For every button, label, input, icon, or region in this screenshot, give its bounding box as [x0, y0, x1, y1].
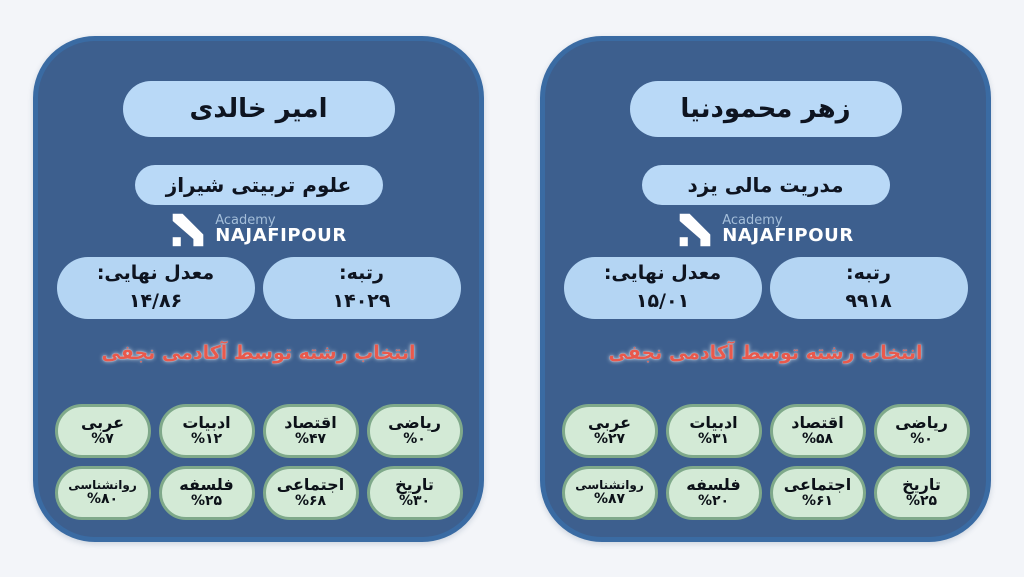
selection-note: انتخاب رشته توسط آکادمی نجفی — [101, 342, 416, 364]
subject-name: روانشناسی — [68, 477, 137, 492]
subject-pill-history — [874, 466, 970, 520]
student-name-pill — [123, 81, 395, 137]
subject-pill-math — [874, 404, 970, 458]
logo-academy-text: Academy — [722, 212, 783, 228]
subject-score: %۰ — [910, 431, 933, 448]
selection-note: انتخاب رشته توسط آکادمی نجفی — [608, 342, 923, 364]
gpa-label: معدل نهایی: — [96, 262, 215, 285]
subject-name: روانشناسی — [575, 477, 644, 492]
subject-pill-literature — [666, 404, 762, 458]
gpa-label: معدل نهایی: — [603, 262, 722, 285]
logo-academy-text: Academy — [215, 212, 276, 228]
logo-wordmark — [722, 214, 854, 247]
subject-scores-grid — [55, 404, 463, 520]
subject-name: تاریخ — [395, 474, 434, 494]
subject-scores-grid — [562, 404, 970, 520]
subject-score: %۵۸ — [801, 431, 834, 448]
student-name: زهر محمودنیا — [680, 94, 851, 124]
subject-pill-philosophy — [666, 466, 762, 520]
student-card-2 — [540, 36, 991, 542]
subject-score: %۷ — [91, 431, 114, 448]
subject-score: %۳۰ — [398, 493, 431, 510]
rank-pill — [770, 257, 968, 319]
academy-logo — [170, 208, 347, 252]
logo-brand-text: NAJAFIPOUR — [215, 225, 347, 247]
academy-logo — [677, 208, 854, 252]
subject-pill-economics — [770, 404, 866, 458]
subject-pill-social — [770, 466, 866, 520]
student-name: امیر خالدی — [189, 94, 328, 124]
subject-name: فلسفه — [686, 474, 741, 494]
student-card-1 — [33, 36, 484, 542]
subject-pill-math — [367, 404, 463, 458]
subject-pill-arabic — [562, 404, 658, 458]
subject-score: %۲۵ — [190, 493, 223, 510]
subject-pill-arabic — [55, 404, 151, 458]
subject-score: %۱۲ — [190, 431, 223, 448]
subject-pill-psychology — [562, 466, 658, 520]
student-name-pill — [630, 81, 902, 137]
subject-score: %۴۷ — [294, 431, 327, 448]
najafipour-n-icon — [170, 212, 206, 248]
subject-name: ادبیات — [689, 412, 738, 432]
subject-score: %۶۱ — [801, 493, 834, 510]
subject-name: ریاضی — [895, 412, 948, 432]
major-pill — [135, 165, 383, 205]
subject-pill-literature — [159, 404, 255, 458]
subject-score: %۲۵ — [905, 493, 938, 510]
subject-name: فلسفه — [179, 474, 234, 494]
rank-value: ۱۴۰۲۹ — [332, 290, 391, 312]
subject-name: عربی — [80, 412, 125, 432]
subject-name: ادبیات — [182, 412, 231, 432]
subject-pill-philosophy — [159, 466, 255, 520]
subject-pill-psychology — [55, 466, 151, 520]
rank-label: رتبه: — [846, 262, 891, 285]
subject-score: %۳۱ — [697, 431, 730, 448]
stats-row — [564, 257, 968, 319]
subject-name: اجتماعی — [276, 474, 345, 494]
logo-brand-text: NAJAFIPOUR — [722, 225, 854, 247]
major-pill — [642, 165, 890, 205]
subject-score: %۸۷ — [593, 491, 626, 508]
subject-score: %۲۷ — [593, 431, 626, 448]
stats-row — [57, 257, 461, 319]
gpa-value: ۱۵/۰۱ — [635, 290, 690, 312]
major-label: مدریت مالی یزد — [687, 173, 844, 197]
rank-value: ۹۹۱۸ — [845, 290, 892, 312]
subject-name: عربی — [587, 412, 632, 432]
logo-wordmark — [215, 214, 347, 247]
gpa-value: ۱۴/۸۶ — [128, 290, 183, 312]
subject-score: %۸۰ — [86, 491, 119, 508]
gpa-pill — [57, 257, 255, 319]
subject-name: ریاضی — [388, 412, 441, 432]
rank-pill — [263, 257, 461, 319]
subject-name: تاریخ — [902, 474, 941, 494]
gpa-pill — [564, 257, 762, 319]
subject-name: اجتماعی — [783, 474, 852, 494]
subject-score: %۰ — [403, 431, 426, 448]
najafipour-n-icon — [677, 212, 713, 248]
subject-pill-history — [367, 466, 463, 520]
major-label: علوم تربیتی شیراز — [165, 173, 352, 197]
subject-name: اقتصاد — [791, 412, 844, 432]
subject-score: %۲۰ — [697, 493, 730, 510]
subject-pill-social — [263, 466, 359, 520]
rank-label: رتبه: — [339, 262, 384, 285]
subject-score: %۶۸ — [294, 493, 327, 510]
subject-name: اقتصاد — [284, 412, 337, 432]
subject-pill-economics — [263, 404, 359, 458]
